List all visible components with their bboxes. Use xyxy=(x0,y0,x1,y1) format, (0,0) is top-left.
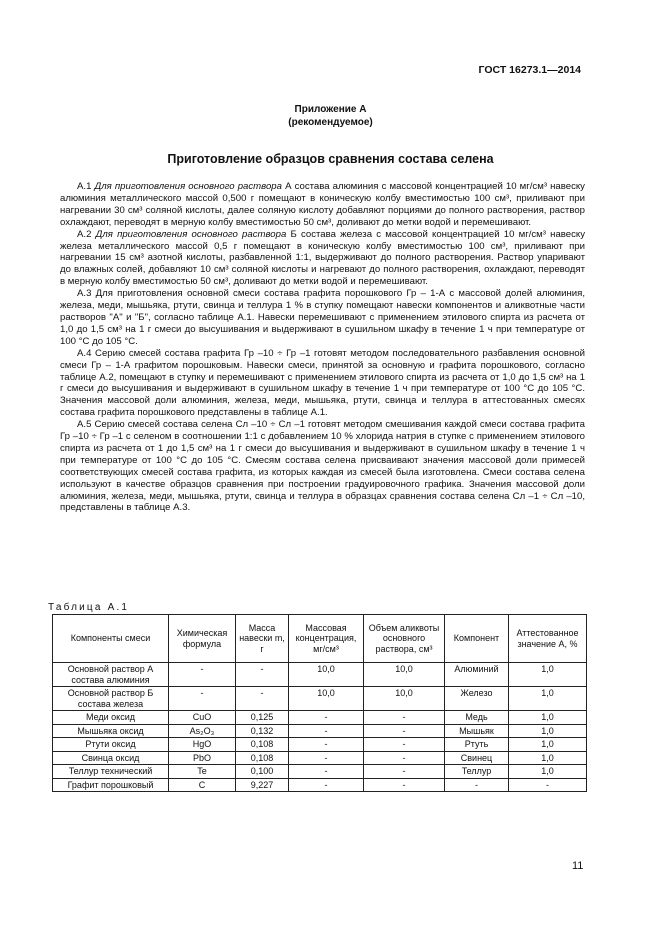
appendix-title: Приложение А xyxy=(294,104,367,115)
table-cell: Ртути оксид xyxy=(53,738,169,752)
table-cell: CuO xyxy=(169,711,236,725)
table-cell: 10,0 xyxy=(364,687,445,711)
table-cell: 1,0 xyxy=(509,687,587,711)
p2-lead: А.2 xyxy=(77,228,96,240)
table-cell: Te xyxy=(169,765,236,779)
table-row xyxy=(53,751,587,765)
page-number: 11 xyxy=(572,860,584,872)
table-cell: 10,0 xyxy=(364,663,445,687)
table-row xyxy=(53,738,587,752)
table-cell: - xyxy=(364,778,445,792)
table-cell: PbO xyxy=(169,751,236,765)
header-concentration: Массовая концентрация, мг/см³ xyxy=(289,615,364,663)
table-cell: 10,0 xyxy=(289,663,364,687)
table-cell: - xyxy=(509,778,587,792)
table-cell: Железо xyxy=(445,687,509,711)
table-cell: Алюминий xyxy=(445,663,509,687)
body-text xyxy=(60,181,585,514)
table-cell: - xyxy=(236,663,289,687)
table-cell: 0,108 xyxy=(236,751,289,765)
table-cell: Теллур технический xyxy=(53,765,169,779)
header-certified-value: Аттестованное значение А, % xyxy=(509,615,587,663)
appendix-subtitle: (рекомендуемое) xyxy=(288,117,373,128)
table-cell: 1,0 xyxy=(509,663,587,687)
header-formula: Химическая формула xyxy=(169,615,236,663)
paragraph-a3: А.3 Для приготовления основной смеси состава графита порошкового Гр – 1-А с массовой долей алюминия, железа, меди, мышьяка, ртути, свинца и теллура 1 % в ступку помещают навески компонентов и аликвотные части растворов "А" и "Б", согласно таблице А.1. Навески перемешивают с применением этилового спирта из расчета от 1,0 до 1,5 см³ на 1 г смеси до высушивания и выдерживают в сушильном шкафу в течение 1 ч при температуре от 100 °С до 105 °С. xyxy=(60,288,585,347)
table-cell: - xyxy=(289,765,364,779)
table-cell: - xyxy=(289,751,364,765)
appendix-heading xyxy=(60,103,601,129)
paragraph-a4: А.4 Серию смесей состава графита Гр –10 ÷ Гр –1 готовят методом последовательного разбавления основной смеси Гр – 1-А графитом порошковым. Навески смеси, принятой за основную и графита порошкового, согласно таблице А.2, помещают в ступку и перемешивают с применением этилового спирта из расчета от 1,0 до 1,5 см³ на 1 г смеси до высушивания и выдерживают в сушильном шкафу в течение 1 ч при температуре от 100 °С до 105 °С. Значения массовой доли алюминия, железа, меди, мышьяка, ртути, свинца и теллура в аттестованных смесях состава графита порошкового представлены в таблице А.1. xyxy=(60,347,585,419)
table-cell: - xyxy=(169,687,236,711)
header-mass: Масса навески m, г xyxy=(236,615,289,663)
table-cell: HgO xyxy=(169,738,236,752)
table-caption: Таблица А.1 xyxy=(48,602,130,613)
p1-lead: А.1 xyxy=(77,181,95,192)
table-cell: Меди оксид xyxy=(53,711,169,725)
table-cell: - xyxy=(364,711,445,725)
header-component: Компонент xyxy=(445,615,509,663)
table-cell: Мышьяк xyxy=(445,724,509,738)
table-row xyxy=(53,687,587,711)
table-cell: Графит порошковый xyxy=(53,778,169,792)
table-cell: Основной раствор А состава алюминия xyxy=(53,663,169,687)
table-row xyxy=(53,663,587,687)
table-cell: 0,100 xyxy=(236,765,289,779)
table-cell: Свинца оксид xyxy=(53,751,169,765)
table-cell: Свинец xyxy=(445,751,509,765)
table-cell: - xyxy=(364,724,445,738)
table-cell: - xyxy=(445,778,509,792)
table-cell: Медь xyxy=(445,711,509,725)
table-a1 xyxy=(52,614,587,792)
table-header-row xyxy=(53,615,587,663)
paragraph-a2 xyxy=(60,229,585,289)
standard-number: ГОСТ 16273.1—2014 xyxy=(478,64,581,76)
table-cell: 0,108 xyxy=(236,738,289,752)
table-cell: - xyxy=(169,663,236,687)
table-cell: Мышьяка оксид xyxy=(53,724,169,738)
table-cell: - xyxy=(364,738,445,752)
table-cell: Основной раствор Б состава железа xyxy=(53,687,169,711)
table-cell: - xyxy=(289,778,364,792)
section-title: Приготовление образцов сравнения состава селена xyxy=(167,152,494,166)
table-cell: 1,0 xyxy=(509,751,587,765)
table-cell: Ртуть xyxy=(445,738,509,752)
p2-emphasis: Для приготовления основного раствора xyxy=(95,228,287,240)
p1-rest: А состава алюминия с массовой концентрацией 10 мг/см³ навеску алюминия металлического массой 0,500 г помещают в коническую колбу вместимостью 100 см³, приливают при нагревании 30 см³ соляной кислоты, далее соляную кислоту добавляют порциями до полного растворения, раствор охлаждают, переводят в мерную колбу вместимостью 50 см³, доливают до метки водой и перемешивают. xyxy=(60,181,585,228)
table-row xyxy=(53,711,587,725)
table-cell: 0,125 xyxy=(236,711,289,725)
table-cell: 9,227 xyxy=(236,778,289,792)
table-cell: 1,0 xyxy=(509,724,587,738)
table-cell: 10,0 xyxy=(289,687,364,711)
table-cell: - xyxy=(364,751,445,765)
table-cell: - xyxy=(364,765,445,779)
table-cell: As₂O₃ xyxy=(169,724,236,738)
table-cell: - xyxy=(289,724,364,738)
table-cell: 0,132 xyxy=(236,724,289,738)
paragraph-a5: А.5 Серию смесей состава селена Сл –10 ÷ Сл –1 готовят методом смешивания каждой смеси состава графита Гр –10 ÷ Гр –1 с селеном в соотношении 1:1 с добавлением 10 % хлорида натрия в ступке с применением этилового спирта из расчета от 1 до 1,5 см³ на 1 г смеси до высушивания и выдерживают в сушильном шкафу в течение 1 ч при температуре от 100 °С до 105 °С. Смесям состава селена присваивают значения массовой доли примесей соответствующих смесей состава графита, из которых каждая из смесей была изготовлена. Смеси состава селена используют в качестве образцов сравнения при построении градуировочного графика. Значения массовой доли алюминия, железа, меди, мышьяка, ртути, свинца и теллура в образцах сравнения состава селена Сл –1 ÷ Сл –10, представлены в таблице А.3. xyxy=(60,419,585,514)
header-aliquot: Объем аликвоты основного раствора, см³ xyxy=(364,615,445,663)
table-cell: 1,0 xyxy=(509,765,587,779)
header-components: Компоненты смеси xyxy=(53,615,169,663)
table-row xyxy=(53,778,587,792)
table-cell: - xyxy=(236,687,289,711)
table-cell: - xyxy=(289,711,364,725)
table-cell: Теллур xyxy=(445,765,509,779)
paragraph-a1 xyxy=(60,181,585,229)
table-row xyxy=(53,765,587,779)
table-cell: 1,0 xyxy=(509,711,587,725)
table-body xyxy=(53,663,587,792)
table-row xyxy=(53,724,587,738)
table-cell: 1,0 xyxy=(509,738,587,752)
p2-rest: Б состава железа с массовой концентрацией 10 мг/см³ навеску железа металлического массой 0,5 г помещают в коническую колбу вместимостью 100 см³, приливают при нагревании 15 см³ азотной кислоты, разбавленной 1:1, выдерживают до полного растворения. Раствор упаривают до влажных солей, добавляют 10 см³ соляной кислоты и нагревают до полного растворения, охлаждают, переводят в мерную колбу вместимостью 50 см³, доливают до метки водой и перемешивают. xyxy=(60,228,586,288)
p1-emphasis: Для приготовления основного раствора xyxy=(94,181,282,192)
table-cell: - xyxy=(289,738,364,752)
table-cell: С xyxy=(169,778,236,792)
